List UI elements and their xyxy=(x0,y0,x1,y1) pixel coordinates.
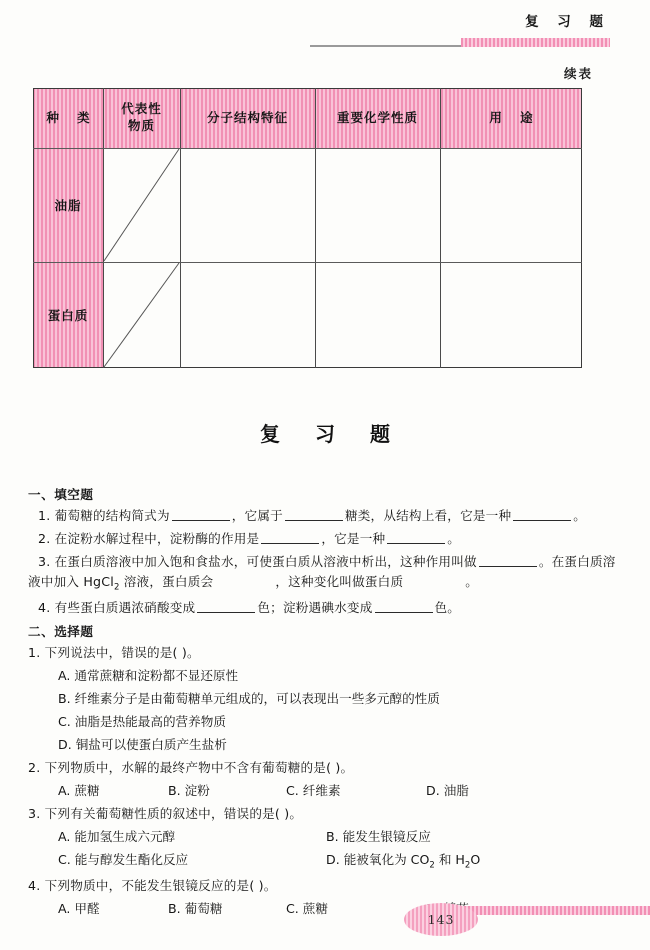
footer-page-badge xyxy=(404,903,478,936)
choice-q4-option-b[interactable]: B. 葡萄糖 xyxy=(168,901,223,917)
choice-question-4-stem: 4. 下列物质中，不能发生银镜反应的是( )。 xyxy=(28,878,277,894)
q4-text-a: 4. 有些蛋白质遇浓硝酸变成 xyxy=(38,599,196,615)
fill-in-heading: 一、填空题 xyxy=(28,487,94,502)
table-header-substance-line1: 代表性 xyxy=(121,101,162,117)
choice-question-1-stem: 1. 下列说法中，错误的是( )。 xyxy=(28,644,200,660)
choice-q3-option-d-b: 和 H xyxy=(434,851,465,867)
choice-question-2-stem: 2. 下列物质中，水解的最终产物中不含有葡萄糖的是( )。 xyxy=(28,759,354,775)
running-head-title: 复 习 题 xyxy=(525,14,610,30)
page-number: 143 xyxy=(427,912,455,927)
table-row-label-proteins: 蛋白质 xyxy=(47,308,89,323)
q4-blank-1[interactable] xyxy=(197,600,255,613)
q1-blank-2[interactable] xyxy=(285,508,343,521)
table-cell-use-oils[interactable] xyxy=(440,148,582,262)
choice-q4-option-a[interactable]: A. 甲醛 xyxy=(58,901,100,917)
fill-in-question-1 xyxy=(28,506,622,526)
q2-text-a: 2. 在淀粉水解过程中，淀粉酶的作用是 xyxy=(38,531,260,547)
q3-blank-1[interactable] xyxy=(479,554,537,567)
q3-blank-3[interactable] xyxy=(405,575,463,587)
choice-q2-option-d[interactable]: D. 油脂 xyxy=(426,782,469,798)
table-header-structure: 分子结构特征 xyxy=(206,109,288,125)
choice-q3-option-d-a: D. 能被氧化为 CO xyxy=(326,851,430,867)
choice-q3-option-d-c: O xyxy=(470,851,481,867)
q1-text-d: 。 xyxy=(573,508,587,523)
table-diagonal-row1 xyxy=(103,148,180,262)
q3-text-a: 3. 在蛋白质溶液中加入饱和食盐水，可使蛋白质从溶液中析出，这种作用叫做 xyxy=(38,554,477,570)
fill-in-question-3 xyxy=(28,552,622,594)
choice-q3-option-c[interactable]: C. 能与醇发生酯化反应 xyxy=(58,851,189,867)
table-header-use: 用 途 xyxy=(489,109,540,125)
choice-q4-option-c[interactable]: C. 蔗糖 xyxy=(286,901,328,917)
table-cell-property-oils[interactable] xyxy=(315,148,440,262)
q4-blank-2[interactable] xyxy=(375,600,433,613)
table-header-substance xyxy=(103,88,180,148)
choice-q1-option-b[interactable]: B. 纤维素分子是由葡萄糖单元组成的，可以表现出一些多元醇的性质 xyxy=(58,690,440,706)
continued-table-label: 续表 xyxy=(563,66,593,81)
choice-q2-options-row xyxy=(28,781,622,801)
header-rule-pink xyxy=(461,38,610,47)
choice-q3-option-a[interactable]: A. 能加氢生成六元醇 xyxy=(58,828,176,844)
q3-text-b: 。在蛋白质溶液中加入 HgCl xyxy=(28,554,616,589)
choice-q3-option-d[interactable] xyxy=(326,850,480,873)
choice-q1-option-c[interactable]: C. 油脂是热能最高的营养物质 xyxy=(58,713,226,729)
q4-text-c: 色。 xyxy=(434,599,461,615)
choice-q3-options-row-1 xyxy=(28,827,622,847)
q2-blank-1[interactable] xyxy=(261,531,319,544)
q2-blank-2[interactable] xyxy=(387,531,445,544)
table-cell-structure-oils[interactable] xyxy=(180,148,315,262)
table-header-property: 重要化学性质 xyxy=(336,109,418,125)
table-cell-structure-proteins[interactable] xyxy=(180,262,315,368)
choice-q3-option-d-sub1: 2 xyxy=(429,860,435,871)
table-cell-property-proteins[interactable] xyxy=(315,262,440,368)
choice-q1-option-a[interactable]: A. 通常蔗糖和淀粉都不显还原性 xyxy=(58,667,239,683)
exercises-title: 复 习 题 xyxy=(260,422,404,446)
q3-text-d: ，这种变化叫做蛋白质 xyxy=(275,573,404,589)
choice-q2-option-b[interactable]: B. 淀粉 xyxy=(168,782,210,798)
q1-blank-1[interactable] xyxy=(172,508,230,521)
fill-in-question-4 xyxy=(28,598,622,618)
header-rule-gray xyxy=(310,45,462,47)
q1-blank-3[interactable] xyxy=(513,508,571,521)
table-diagonal-row2 xyxy=(103,262,180,368)
q4-text-b: 色；淀粉遇碘水变成 xyxy=(257,599,373,615)
q3-text-c: 溶液，蛋白质会 xyxy=(119,573,214,589)
q3-blank-2[interactable] xyxy=(215,575,273,587)
table-row-label-oils: 油脂 xyxy=(54,198,82,213)
table-header-kind: 种 类 xyxy=(46,109,97,125)
table-header-substance-line2: 物质 xyxy=(127,118,155,133)
fill-in-question-2 xyxy=(28,529,622,549)
choice-q2-option-c[interactable]: C. 纤维素 xyxy=(286,782,341,798)
running-head xyxy=(0,10,650,36)
choice-heading: 二、选择题 xyxy=(28,623,94,639)
q1-text-c: 糖类，从结构上看，它是一种 xyxy=(344,508,512,523)
q1-text-b: ，它属于 xyxy=(231,508,283,523)
exercise-body xyxy=(28,484,622,922)
q2-text-b: ，它是一种 xyxy=(321,531,386,547)
choice-q3-options-row-2 xyxy=(28,850,622,873)
q3-text-e: 。 xyxy=(465,573,479,589)
q2-text-c: 。 xyxy=(447,531,461,547)
summary-table xyxy=(33,88,582,368)
choice-q3-option-d-sub2: 2 xyxy=(464,860,471,871)
q3-subscript: 2 xyxy=(113,582,120,593)
footer-pink-bar xyxy=(460,906,650,915)
choice-q1-option-d[interactable]: D. 铜盐可以使蛋白质产生盐析 xyxy=(58,736,227,752)
choice-q3-option-b[interactable]: B. 能发生银镜反应 xyxy=(326,828,431,844)
q1-text-a: 1. 葡萄糖的结构简式为 xyxy=(38,508,170,523)
choice-question-3-stem: 3. 下列有关葡萄糖性质的叙述中，错误的是( )。 xyxy=(28,805,303,821)
table-cell-use-proteins[interactable] xyxy=(440,262,582,368)
choice-q2-option-a[interactable]: A. 蔗糖 xyxy=(58,782,100,798)
